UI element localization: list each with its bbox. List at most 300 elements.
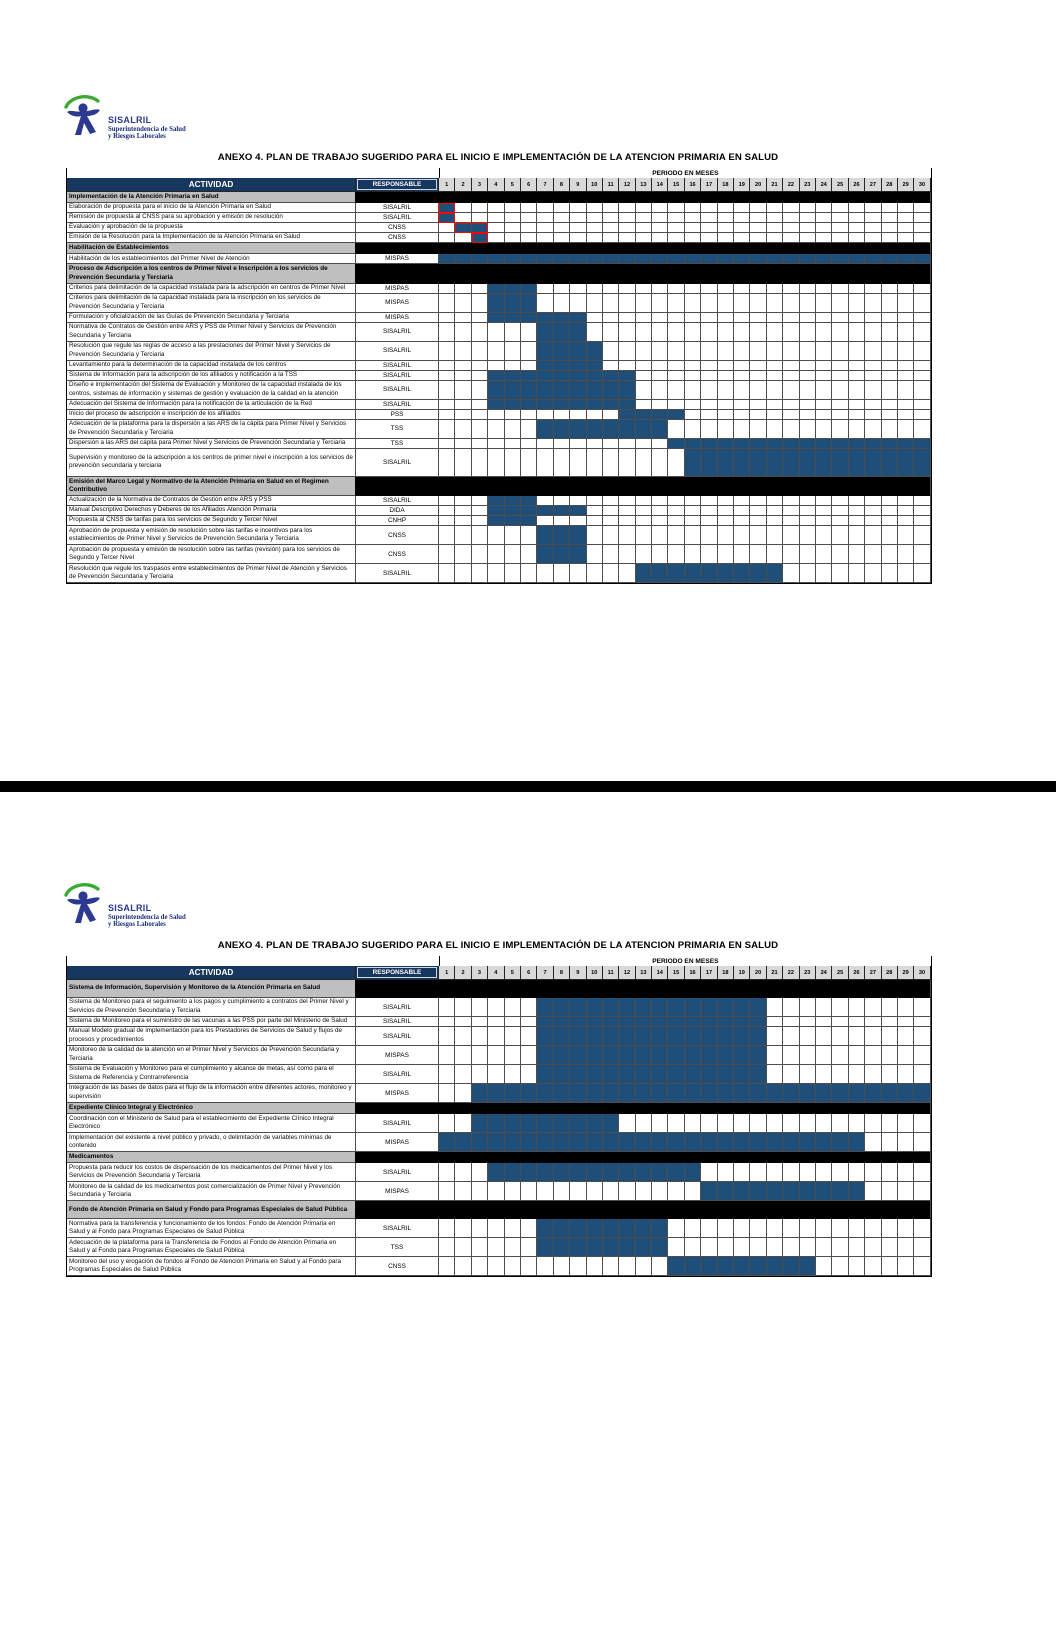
- gantt-bar-cell: [505, 294, 521, 313]
- gantt-cell: [652, 439, 668, 449]
- gantt-cell: [685, 233, 701, 243]
- task-row: [67, 1017, 931, 1027]
- gantt-cell: [783, 1163, 799, 1182]
- gantt-cell: [849, 313, 865, 323]
- logo-subtitle-2: y Riesgos Laborales: [108, 132, 166, 140]
- gantt-cell: [849, 1017, 865, 1027]
- gantt-cell: [505, 1182, 521, 1201]
- task-row: [67, 1046, 931, 1065]
- gantt-bar-cell: [767, 1182, 783, 1201]
- gantt-bar-cell: [587, 1219, 603, 1238]
- gantt-cell: [832, 213, 848, 223]
- month-header-11: 11: [603, 966, 619, 980]
- gantt-cell: [816, 564, 832, 583]
- gantt-cell: [898, 545, 914, 564]
- gantt-cell: [718, 410, 734, 420]
- gantt-cell: [472, 1182, 488, 1201]
- month-header-7: 7: [537, 178, 553, 192]
- gantt-bar-cell: [750, 998, 766, 1017]
- gantt-cell: [783, 284, 799, 294]
- gantt-cell: [914, 400, 930, 410]
- gantt-bar-cell: [865, 449, 881, 477]
- gantt-bar-cell: [619, 1065, 635, 1084]
- section-label: Expediente Clínico Integral y Electrónico: [67, 1103, 356, 1114]
- month-header-21: 21: [767, 178, 783, 192]
- gantt-bar-cell: [636, 564, 652, 583]
- gantt-bar-cell: [668, 1027, 684, 1046]
- gantt-cell: [832, 998, 848, 1017]
- gantt-cell: [701, 420, 717, 439]
- gantt-cell: [800, 1065, 816, 1084]
- month-header-23: 23: [800, 966, 816, 980]
- month-header-18: 18: [718, 966, 734, 980]
- gantt-bar-cell: [554, 400, 570, 410]
- month-header-24: 24: [816, 178, 832, 192]
- task-label: Resolución que regule los traspasos entre establecimientos de Primer Nivel de Atención y Servicios de Prevención Secundaria y Terciaria: [67, 564, 356, 583]
- gantt-cell: [455, 1017, 471, 1027]
- gantt-bar-cell: [636, 1017, 652, 1027]
- gantt-cell: [734, 294, 750, 313]
- gantt-bar-cell: [668, 254, 684, 264]
- month-header-28: 28: [882, 966, 898, 980]
- gantt-cell: [865, 1219, 881, 1238]
- gantt-bar-cell: [701, 254, 717, 264]
- gantt-cell: [898, 1046, 914, 1065]
- gantt-cell: [521, 1257, 537, 1276]
- gantt-bar-cell: [537, 1046, 553, 1065]
- gantt-cell: [767, 233, 783, 243]
- task-responsible: MISPAS: [356, 313, 439, 323]
- task-label: Elaboración de propuesta para el inicio de la Atención Primaria en Salud: [67, 203, 356, 213]
- gantt-cell: [914, 284, 930, 294]
- task-responsible: SISALRIL: [356, 496, 439, 506]
- month-header-2: 2: [455, 178, 471, 192]
- gantt-cell: [898, 496, 914, 506]
- gantt-cell: [783, 233, 799, 243]
- gantt-cell: [898, 203, 914, 213]
- month-header-10: 10: [587, 178, 603, 192]
- gantt-cell: [767, 1027, 783, 1046]
- gantt-bar-cell: [537, 1163, 553, 1182]
- gantt-bar-cell: [701, 1084, 717, 1103]
- section-row: [67, 1201, 931, 1219]
- section-grid-black: [356, 1103, 931, 1114]
- gantt-cell: [619, 545, 635, 564]
- gantt-bar-cell: [488, 506, 504, 516]
- gantt-bar-cell: [783, 449, 799, 477]
- gantt-cell: [603, 294, 619, 313]
- gantt-cell: [668, 1114, 684, 1133]
- gantt-cell: [455, 410, 471, 420]
- gantt-cell: [701, 323, 717, 342]
- gantt-cell: [718, 233, 734, 243]
- gantt-cell: [832, 203, 848, 213]
- gantt-bar-cell: [882, 1084, 898, 1103]
- gantt-cell: [865, 1065, 881, 1084]
- gantt-cell: [701, 1238, 717, 1257]
- gantt-cell: [701, 1219, 717, 1238]
- gantt-cell: [652, 361, 668, 371]
- gantt-bar-cell: [570, 400, 586, 410]
- gantt-bar-cell: [619, 400, 635, 410]
- gantt-cell: [800, 1017, 816, 1027]
- gantt-cell: [472, 1257, 488, 1276]
- section-grid-black: [356, 980, 931, 998]
- gantt-bar-cell: [652, 1238, 668, 1257]
- gantt-bar-cell: [750, 1182, 766, 1201]
- gantt-cell: [898, 371, 914, 381]
- gantt-cell: [816, 1163, 832, 1182]
- gantt-bar-cell: [652, 1027, 668, 1046]
- gantt-bar-cell: [537, 526, 553, 545]
- gantt-bar-cell: [521, 254, 537, 264]
- gantt-cell: [718, 400, 734, 410]
- gantt-cell: [849, 400, 865, 410]
- gantt-cell: [849, 284, 865, 294]
- gantt-cell: [718, 1163, 734, 1182]
- gantt-cell: [914, 516, 930, 526]
- gantt-cell: [521, 1065, 537, 1084]
- gantt-bar-cell: [652, 1219, 668, 1238]
- gantt-cell: [767, 284, 783, 294]
- gantt-cell: [898, 342, 914, 361]
- gantt-bar-cell: [636, 1163, 652, 1182]
- gantt-bar-cell: [734, 1046, 750, 1065]
- gantt-bar-cell: [652, 998, 668, 1017]
- gantt-bar-cell: [718, 1046, 734, 1065]
- gantt-cell: [668, 203, 684, 213]
- gantt-cell: [750, 381, 766, 400]
- gantt-cell: [537, 213, 553, 223]
- task-label: Aprobación de propuesta y emisión de resolución sobre las tarifas e incentivos para los establecimientos de Primer Nivel y Servicios de Prevención Secundaria y Terciaria: [67, 526, 356, 545]
- gantt-cell: [505, 223, 521, 233]
- gantt-cell: [488, 1065, 504, 1084]
- gantt-cell: [882, 294, 898, 313]
- gantt-cell: [767, 506, 783, 516]
- gantt-cell: [603, 516, 619, 526]
- gantt-cell: [439, 233, 455, 243]
- gantt-cell: [816, 1017, 832, 1027]
- gantt-cell: [898, 410, 914, 420]
- section-grid-black: [356, 192, 931, 203]
- gantt-bar-cell: [570, 381, 586, 400]
- gantt-cell: [914, 294, 930, 313]
- gantt-cell: [587, 313, 603, 323]
- gantt-cell: [816, 203, 832, 213]
- gantt-bar-cell: [521, 1163, 537, 1182]
- gantt-cell: [619, 213, 635, 223]
- gantt-bar-cell: [554, 371, 570, 381]
- gantt-cell: [816, 1238, 832, 1257]
- task-label: Monitoreo de la calidad de la atención en el Primer Nivel y Servicios de Prevención Secundaria y Terciaria: [67, 1046, 356, 1065]
- gantt-cell: [898, 1027, 914, 1046]
- gantt-cell: [849, 506, 865, 516]
- gantt-cell: [619, 284, 635, 294]
- gantt-cell: [898, 323, 914, 342]
- gantt-cell: [800, 998, 816, 1017]
- gantt-cell: [832, 420, 848, 439]
- gantt-cell: [537, 564, 553, 583]
- task-responsible: SISALRIL: [356, 400, 439, 410]
- gantt-cell: [865, 1163, 881, 1182]
- gantt-cell: [882, 223, 898, 233]
- gantt-bar-cell: [587, 1046, 603, 1065]
- gantt-cell: [898, 1219, 914, 1238]
- gantt-cell: [816, 420, 832, 439]
- gantt-cell: [668, 323, 684, 342]
- gantt-cell: [636, 545, 652, 564]
- gantt-cell: [898, 1133, 914, 1152]
- gantt-bar-cell: [505, 516, 521, 526]
- gantt-cell: [800, 1163, 816, 1182]
- gantt-bar-cell: [603, 1017, 619, 1027]
- gantt-bar-cell: [472, 223, 488, 233]
- gantt-cell: [767, 545, 783, 564]
- gantt-cell: [701, 371, 717, 381]
- gantt-cell: [685, 420, 701, 439]
- gantt-cell: [849, 1257, 865, 1276]
- gantt-bar-cell: [570, 1219, 586, 1238]
- gantt-cell: [455, 203, 471, 213]
- gantt-bar-cell: [882, 254, 898, 264]
- gantt-bar-cell: [505, 400, 521, 410]
- gantt-bar-cell: [603, 1238, 619, 1257]
- month-header-26: 26: [849, 966, 865, 980]
- gantt-cell: [783, 1027, 799, 1046]
- gantt-bar-cell: [521, 1114, 537, 1133]
- month-header-6: 6: [521, 966, 537, 980]
- gantt-bar-cell: [718, 564, 734, 583]
- gantt-cell: [587, 516, 603, 526]
- gantt-cell: [521, 420, 537, 439]
- gantt-bar-cell: [521, 516, 537, 526]
- gantt-cell: [505, 998, 521, 1017]
- gantt-cell: [505, 1017, 521, 1027]
- month-header-10: 10: [587, 966, 603, 980]
- task-row: [67, 361, 931, 371]
- gantt-cell: [603, 213, 619, 223]
- month-header-25: 25: [832, 178, 848, 192]
- gantt-cell: [455, 361, 471, 371]
- gantt-cell: [767, 1219, 783, 1238]
- gantt-bar-cell: [701, 564, 717, 583]
- gantt-bar-cell: [472, 1133, 488, 1152]
- gantt-cell: [800, 381, 816, 400]
- gantt-cell: [505, 564, 521, 583]
- gantt-cell: [816, 400, 832, 410]
- sisalril-logo: [62, 98, 1056, 142]
- gantt-cell: [439, 420, 455, 439]
- month-header-16: 16: [685, 178, 701, 192]
- task-label: Inicio del proceso de adscripción e inscripción de los afiliados: [67, 410, 356, 420]
- gantt-cell: [914, 998, 930, 1017]
- gantt-cell: [685, 342, 701, 361]
- task-label: Propuesta al CNSS de tarifas para los servicios de Segundo y Tercer Nivel: [67, 516, 356, 526]
- gantt-cell: [472, 516, 488, 526]
- gantt-cell: [734, 361, 750, 371]
- gantt-cell: [816, 545, 832, 564]
- sisalril-logo-text: [108, 116, 186, 142]
- gantt-bar-cell: [636, 1238, 652, 1257]
- gantt-cell: [570, 233, 586, 243]
- gantt-cell: [488, 323, 504, 342]
- gantt-cell: [439, 1046, 455, 1065]
- gantt-bar-cell: [718, 439, 734, 449]
- gantt-bar-cell: [587, 420, 603, 439]
- gantt-cell: [636, 294, 652, 313]
- gantt-cell: [521, 564, 537, 583]
- gantt-cell: [914, 1219, 930, 1238]
- gantt-cell: [619, 1182, 635, 1201]
- logo-subtitle-2: y Riesgos Laborales: [108, 920, 166, 928]
- task-label: Levantamiento para la determinación de la capacidad instalada de los centros: [67, 361, 356, 371]
- gantt-bar-cell: [472, 1114, 488, 1133]
- gantt-cell: [603, 233, 619, 243]
- gantt-cell: [587, 439, 603, 449]
- task-responsible: CNHP: [356, 516, 439, 526]
- task-row: [67, 294, 931, 313]
- gantt-cell: [898, 1114, 914, 1133]
- gantt-bar-cell: [800, 1084, 816, 1103]
- gantt-cell: [718, 381, 734, 400]
- gantt-cell: [734, 516, 750, 526]
- gantt-cell: [849, 1163, 865, 1182]
- sisalril-logo: [62, 886, 1056, 930]
- gantt-cell: [882, 420, 898, 439]
- gantt-cell: [734, 1163, 750, 1182]
- task-responsible: CNSS: [356, 223, 439, 233]
- gantt-cell: [439, 323, 455, 342]
- gantt-cell: [537, 410, 553, 420]
- gantt-cell: [898, 564, 914, 583]
- gantt-cell: [603, 284, 619, 294]
- gantt-bar-cell: [849, 254, 865, 264]
- gantt-bar-cell: [652, 1065, 668, 1084]
- month-header-15: 15: [668, 966, 684, 980]
- gantt-cell: [865, 313, 881, 323]
- gantt-bar-cell: [537, 1017, 553, 1027]
- gantt-bar-cell: [668, 410, 684, 420]
- gantt-bar-cell: [587, 1133, 603, 1152]
- gantt-bar-cell: [570, 1017, 586, 1027]
- gantt-bar-cell: [816, 1182, 832, 1201]
- gantt-bar-cell: [554, 1238, 570, 1257]
- gantt-cell: [767, 361, 783, 371]
- gantt-cell: [701, 233, 717, 243]
- gantt-bar-cell: [537, 545, 553, 564]
- gantt-cell: [455, 449, 471, 477]
- gantt-cell: [865, 1027, 881, 1046]
- task-row: [67, 213, 931, 223]
- task-responsible: SISALRIL: [356, 1065, 439, 1084]
- section-row: [67, 1152, 931, 1163]
- gantt-cell: [865, 1182, 881, 1201]
- gantt-bar-cell: [603, 400, 619, 410]
- gantt-cell: [603, 342, 619, 361]
- month-header-30: 30: [914, 966, 930, 980]
- gantt-cell: [505, 420, 521, 439]
- gantt-cell: [455, 233, 471, 243]
- gantt-cell: [521, 233, 537, 243]
- gantt-cell: [832, 361, 848, 371]
- task-row: [67, 284, 931, 294]
- gantt-bar-cell: [603, 998, 619, 1017]
- gantt-cell: [455, 323, 471, 342]
- gantt-bar-cell: [718, 998, 734, 1017]
- task-label: Actualización de la Normativa de Contratos de Gestión entre ARS y PSS: [67, 496, 356, 506]
- section-grid-black: [356, 264, 931, 283]
- gantt-cell: [882, 506, 898, 516]
- gantt-cell: [570, 203, 586, 213]
- gantt-cell: [800, 400, 816, 410]
- gantt-cell: [701, 203, 717, 213]
- gantt-bar-cell: [619, 1027, 635, 1046]
- task-responsible: TSS: [356, 1238, 439, 1257]
- gantt-cell: [488, 1257, 504, 1276]
- gantt-cell: [832, 400, 848, 410]
- gantt-bar-cell: [554, 1114, 570, 1133]
- gantt-cell: [619, 313, 635, 323]
- gantt-bar-cell: [488, 1133, 504, 1152]
- gantt-cell: [783, 496, 799, 506]
- gantt-cell: [570, 564, 586, 583]
- month-header-9: 9: [570, 178, 586, 192]
- gantt-cell: [668, 371, 684, 381]
- gantt-cell: [652, 203, 668, 213]
- gantt-cell: [914, 1114, 930, 1133]
- gantt-cell: [505, 323, 521, 342]
- month-header-26: 26: [849, 178, 865, 192]
- gantt-cell: [472, 1163, 488, 1182]
- gantt-cell: [898, 233, 914, 243]
- gantt-cell: [718, 223, 734, 233]
- gantt-bar-cell: [570, 254, 586, 264]
- gantt-cell: [718, 313, 734, 323]
- task-row: [67, 1114, 931, 1133]
- gantt-cell: [734, 400, 750, 410]
- gantt-cell: [685, 323, 701, 342]
- gantt-bar-cell: [652, 1017, 668, 1027]
- month-header-3: 3: [472, 966, 488, 980]
- gantt-cell: [800, 284, 816, 294]
- gantt-cell: [882, 564, 898, 583]
- gantt-bar-cell: [587, 254, 603, 264]
- gantt-cell: [570, 496, 586, 506]
- gantt-bar-cell: [554, 361, 570, 371]
- gantt-cell: [882, 1182, 898, 1201]
- gantt-bar-cell: [521, 381, 537, 400]
- gantt-bar-cell: [537, 400, 553, 410]
- gantt-bar-cell: [505, 371, 521, 381]
- gantt-bar-cell: [816, 439, 832, 449]
- gantt-cell: [816, 1219, 832, 1238]
- gantt-cell: [455, 1238, 471, 1257]
- gantt-cell: [636, 516, 652, 526]
- gantt-cell: [898, 213, 914, 223]
- period-blank: [67, 956, 439, 966]
- gantt-cell: [783, 526, 799, 545]
- gantt-cell: [767, 496, 783, 506]
- gantt-cell: [488, 449, 504, 477]
- gantt-cell: [668, 1238, 684, 1257]
- gantt-cell: [701, 361, 717, 371]
- gantt-bar-cell: [455, 254, 471, 264]
- gantt-table-page-1: [66, 168, 932, 584]
- gantt-cell: [849, 545, 865, 564]
- gantt-bar-cell: [554, 1163, 570, 1182]
- gantt-bar-cell: [767, 254, 783, 264]
- section-row: [67, 1103, 931, 1114]
